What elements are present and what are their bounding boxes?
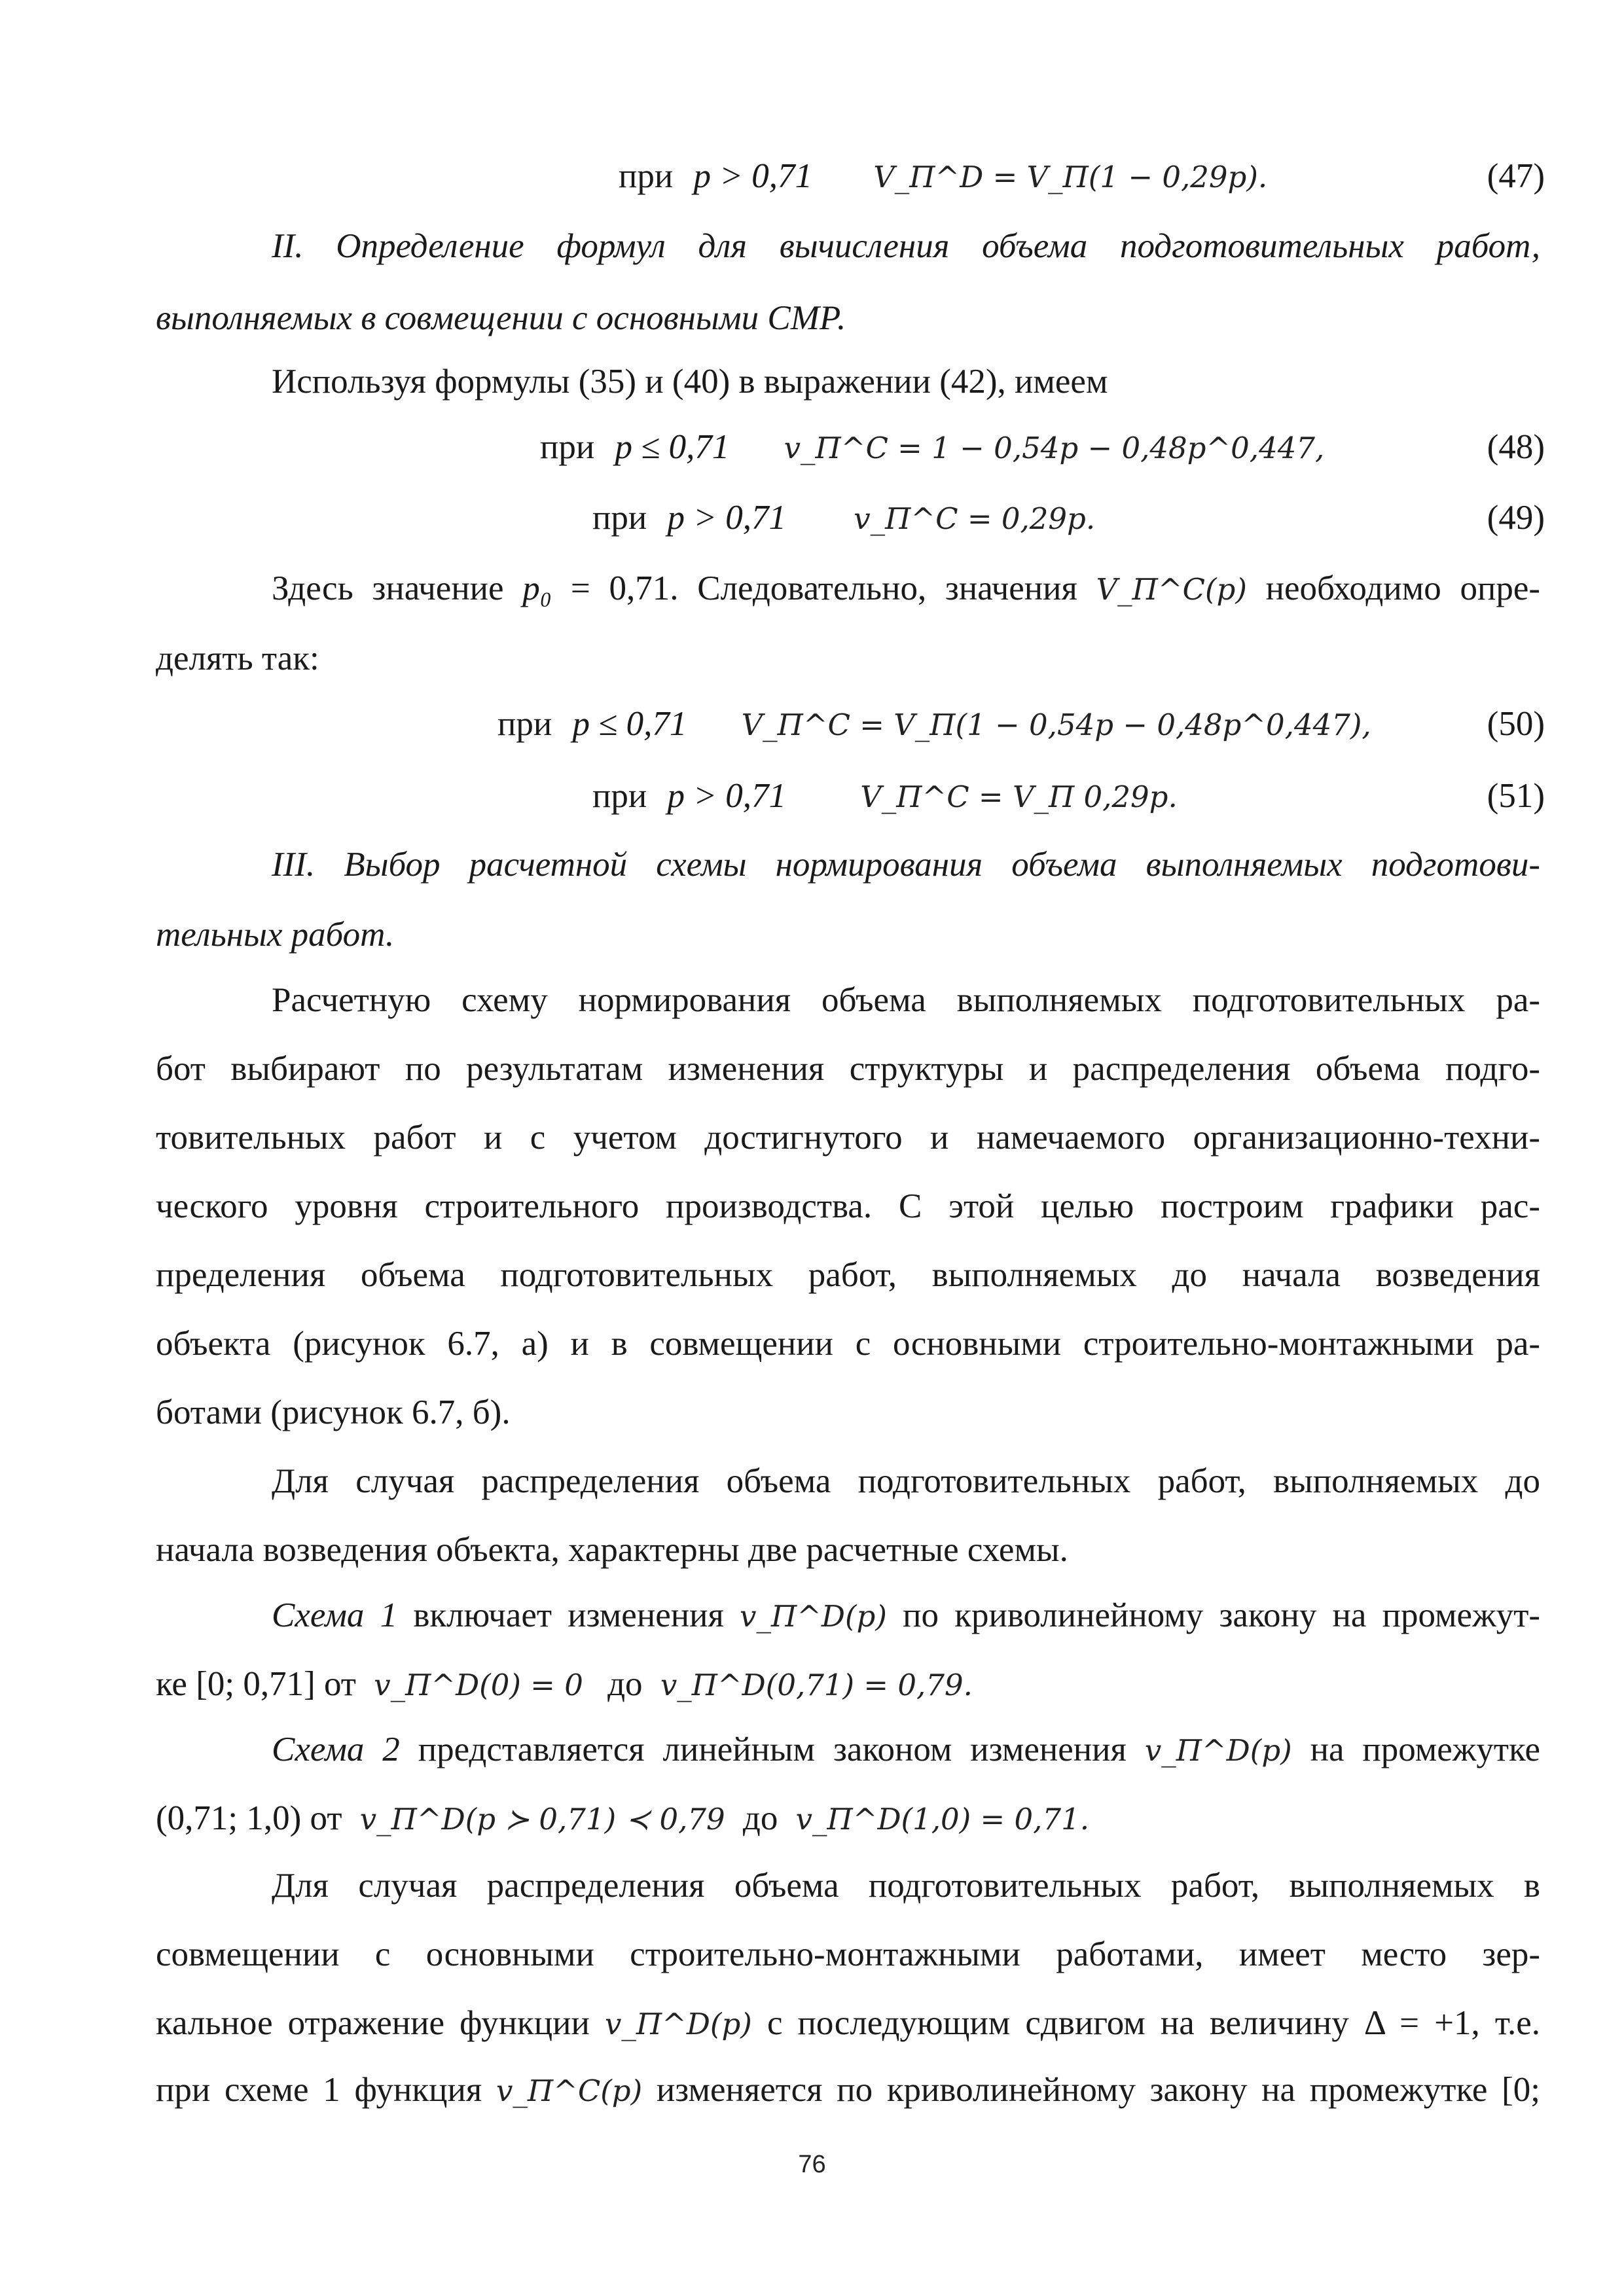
eq-prefix: при xyxy=(540,428,595,466)
eq-condition: p ≤ 0,71 xyxy=(615,428,730,466)
eq-prefix: при xyxy=(497,705,552,743)
eq-condition: p > 0,71 xyxy=(667,777,786,815)
text: v_П^D(0,71) = 0,79. xyxy=(660,1668,973,1702)
text: v_П^D(0) = 0 xyxy=(374,1668,583,1702)
text: кальное отражение функции xyxy=(156,2004,590,2042)
equation-50 xyxy=(497,704,1371,745)
scheme-2-line xyxy=(272,1729,1540,1771)
paragraph-line xyxy=(156,2070,1540,2111)
text: изменяется по криволинейному закону на промежутке [0; xyxy=(656,2071,1541,2109)
paragraph-line: товительных работ и с учетом достигнутого и намечаемого организационно-техни- xyxy=(156,1119,1540,1157)
equation-number: (48) xyxy=(1487,428,1545,466)
text: v_П^D(p) xyxy=(1144,1733,1292,1768)
paragraph-line: совмещении с основными строительно-монтажными работами, имеет место зер- xyxy=(156,1935,1540,1973)
scheme-2-line-2 xyxy=(156,1798,1089,1840)
equation-51 xyxy=(592,776,1178,817)
text: v_П^D(1,0) = 0,71. xyxy=(795,1802,1090,1837)
equation-47 xyxy=(619,156,1267,198)
eq-condition: p > 0,71 xyxy=(693,157,812,195)
eq-formula: V_П^D = V_П(1 − 0,29p). xyxy=(873,160,1268,194)
text: необходимо опре- xyxy=(1265,569,1540,607)
paragraph-line xyxy=(156,2003,1540,2045)
page-number: 76 xyxy=(798,2151,826,2178)
text: при схеме 1 функция xyxy=(156,2071,482,2109)
paragraph-line xyxy=(272,568,1540,610)
equation-49 xyxy=(592,497,1095,539)
text: v_П^D(p ≻ 0,71) ≺ 0,79 xyxy=(359,1802,725,1837)
scheme-1-line-2 xyxy=(156,1664,973,1706)
text: с последующим сдвигом на величину Δ = +1, т.е. xyxy=(767,2004,1541,2042)
text: = 0,71. Следовательно, значения xyxy=(570,569,1077,607)
equation-number: (51) xyxy=(1487,777,1545,815)
eq-formula: v_П^C = 1 − 0,54p − 0,48p^0,447, xyxy=(784,431,1325,465)
eq-formula: V_П^C = V_П 0,29p. xyxy=(860,780,1178,814)
text: представляется линейным законом изменения xyxy=(418,1731,1127,1768)
paragraph-line: пределения объема подготовительных работ, выполняемых до начала возведения xyxy=(156,1256,1540,1294)
text: (0,71; 1,0) от xyxy=(156,1799,342,1837)
text: до xyxy=(607,1665,643,1703)
text: Здесь значение xyxy=(272,569,504,607)
paragraph-line: ботами (рисунок 6.7, б). xyxy=(156,1393,511,1431)
paragraph-line: Используя формулы (35) и (40) в выражении (42), имеем xyxy=(272,363,1108,401)
section-title: III. Выбор расчетной схемы нормирования объема выполняемых подготови- xyxy=(272,846,1540,884)
section-title-cont: тельных работ. xyxy=(156,916,395,954)
paragraph-line: Для случая распределения объема подготовительных работ, выполняемых до xyxy=(272,1462,1540,1500)
scheme-1-line xyxy=(272,1595,1540,1637)
equation-number: (50) xyxy=(1487,705,1545,743)
text: p₀ xyxy=(522,569,552,607)
text: v_П^C(p) xyxy=(496,2073,643,2108)
section-title-cont: выполняемых в совмещении с основными СМР. xyxy=(156,299,846,337)
text: по криволинейному закону на промежут- xyxy=(903,1596,1541,1634)
equation-48 xyxy=(540,427,1324,469)
paragraph-line: бот выбирают по результатам изменения структуры и распределения объема подго- xyxy=(156,1050,1540,1088)
section-title: II. Определение формул для вычисления объема подготовительных работ, xyxy=(272,227,1540,265)
eq-prefix: при xyxy=(592,777,647,815)
equation-number: (49) xyxy=(1487,499,1545,537)
text: v_П^D(p) xyxy=(604,2007,752,2041)
text: включает изменения xyxy=(413,1596,724,1634)
eq-formula: v_П^C = 0,29p. xyxy=(854,501,1096,536)
paragraph-line: Расчетную схему нормирования объема выполняемых подготовительных ра- xyxy=(272,981,1540,1019)
text: ке [0; 0,71] от xyxy=(156,1665,356,1703)
scheme-name: Схема 1 xyxy=(272,1596,398,1634)
text: V_П^C(p) xyxy=(1096,572,1247,607)
paragraph-line: Для случая распределения объема подготовительных работ, выполняемых в xyxy=(272,1867,1540,1905)
equation-number: (47) xyxy=(1487,157,1545,195)
eq-condition: p ≤ 0,71 xyxy=(572,705,687,743)
paragraph-line: делять так: xyxy=(156,639,319,677)
eq-condition: p > 0,71 xyxy=(667,499,786,537)
paragraph-line: ческого уровня строительного производства. С этой целью построим графики рас- xyxy=(156,1187,1540,1225)
scheme-name: Схема 2 xyxy=(272,1731,400,1768)
text: v_П^D(p) xyxy=(740,1599,887,1634)
paragraph-line: начала возведения объекта, характерны две расчетные схемы. xyxy=(156,1531,1068,1569)
eq-prefix: при xyxy=(592,499,647,537)
paragraph-line: объекта (рисунок 6.7, а) и в совмещении с основными строительно-монтажными ра- xyxy=(156,1325,1540,1363)
text: на промежутке xyxy=(1310,1731,1541,1768)
eq-prefix: при xyxy=(619,157,674,195)
text: до xyxy=(742,1799,778,1837)
eq-formula: V_П^C = V_П(1 − 0,54p − 0,48p^0,447), xyxy=(741,708,1371,742)
